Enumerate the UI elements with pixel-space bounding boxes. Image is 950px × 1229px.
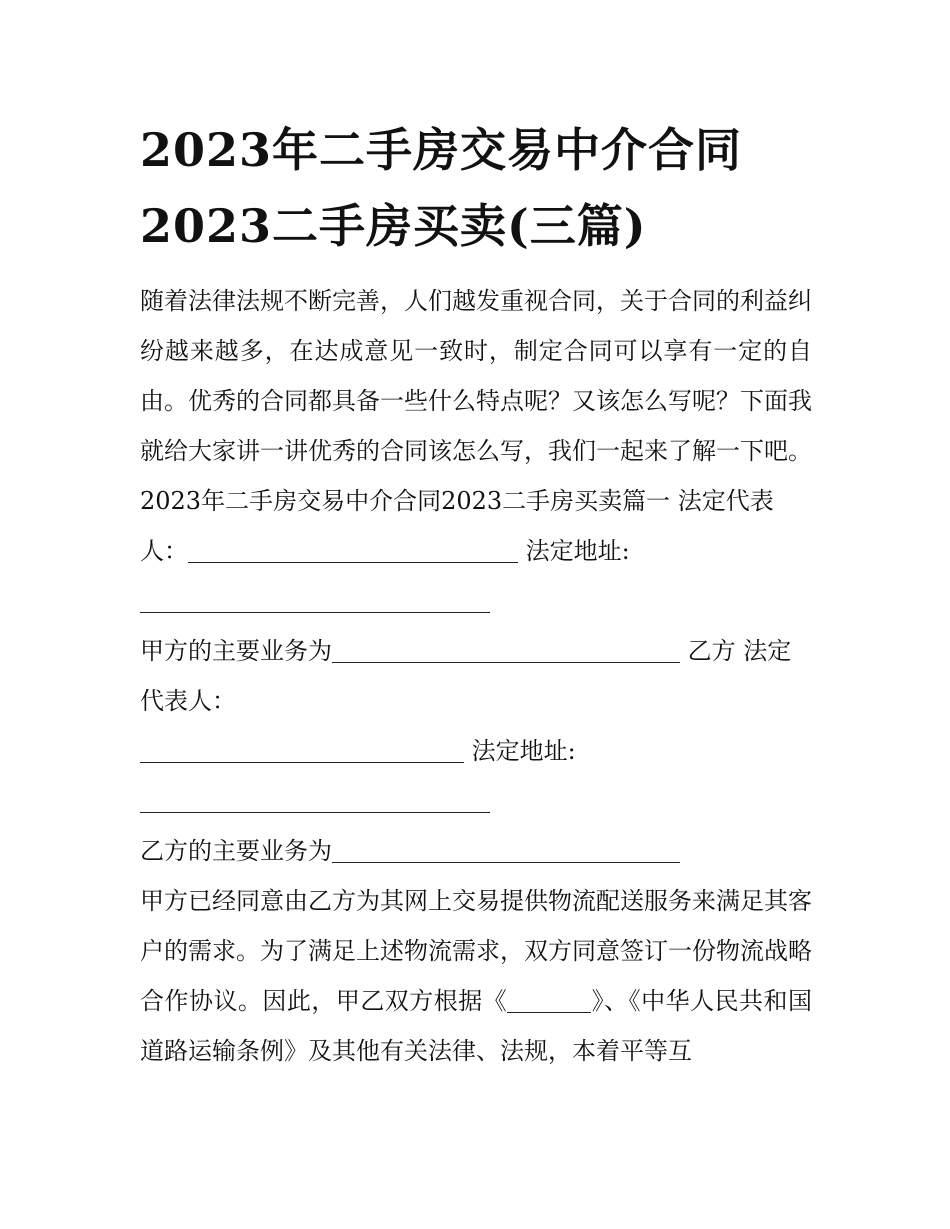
agreement-text-start: 甲方已经同意由乙方为其网上交易提供物流配送服务来满足其客户的需求。为了满足上述物流需求，双方同意签订一份物流战略合作协议。因此，甲乙双方根据《 <box>140 887 812 1015</box>
party-b-rep-label: 代表人： <box>140 687 236 715</box>
title-line-2: 2023二手房买卖(三篇) <box>140 199 647 253</box>
party-a-business-line <box>140 626 812 676</box>
party-b-business-line <box>140 826 812 876</box>
agreement-text-end: 》、《中华人民共和国道路运输条例》及其他有关法律、法规，本着平等互 <box>140 987 813 1065</box>
party-a-address-blank <box>140 588 490 613</box>
party-b-rep-blank-line <box>140 726 812 776</box>
party-b-rep-blank <box>140 738 464 763</box>
title-line-1: 2023年二手房交易中介合同 <box>140 123 743 177</box>
party-a-rep-blank <box>188 538 518 563</box>
party-b-address-label: 法定地址: <box>471 737 576 765</box>
law-name-blank <box>507 988 591 1013</box>
section-heading <box>140 476 812 526</box>
document-title <box>140 112 840 264</box>
party-b-business-label: 乙方的主要业务为 <box>140 837 332 865</box>
party-a-rep-line <box>140 526 812 576</box>
agreement-paragraph <box>140 876 812 1076</box>
party-b-address-line <box>140 776 812 826</box>
intro-paragraph: 随着法律法规不断完善，人们越发重视合同，关于合同的利益纠纷越来越多，在达成意见一致时，制定合同可以享有一定的自由。优秀的合同都具备一些什么特点呢？又该怎么写呢？下面我就给大家讲一讲优秀的合同该怎么写，我们一起来了解一下吧。 <box>140 287 812 465</box>
party-b-label: 乙方 法定 <box>687 637 792 665</box>
document-body <box>140 276 812 1076</box>
party-a-rep-label: 人： <box>140 537 188 565</box>
party-b-business-blank <box>332 838 680 863</box>
party-a-business-blank <box>332 638 680 663</box>
party-a-address-label: 法定地址: <box>525 537 630 565</box>
party-b-address-blank <box>140 788 490 813</box>
party-a-business-label: 甲方的主要业务为 <box>140 637 332 665</box>
section-heading-text: 2023年二手房交易中介合同2023二手房买卖篇一 法定代表 <box>140 487 774 515</box>
party-b-rep-line <box>140 676 812 726</box>
party-a-address-line <box>140 576 812 626</box>
